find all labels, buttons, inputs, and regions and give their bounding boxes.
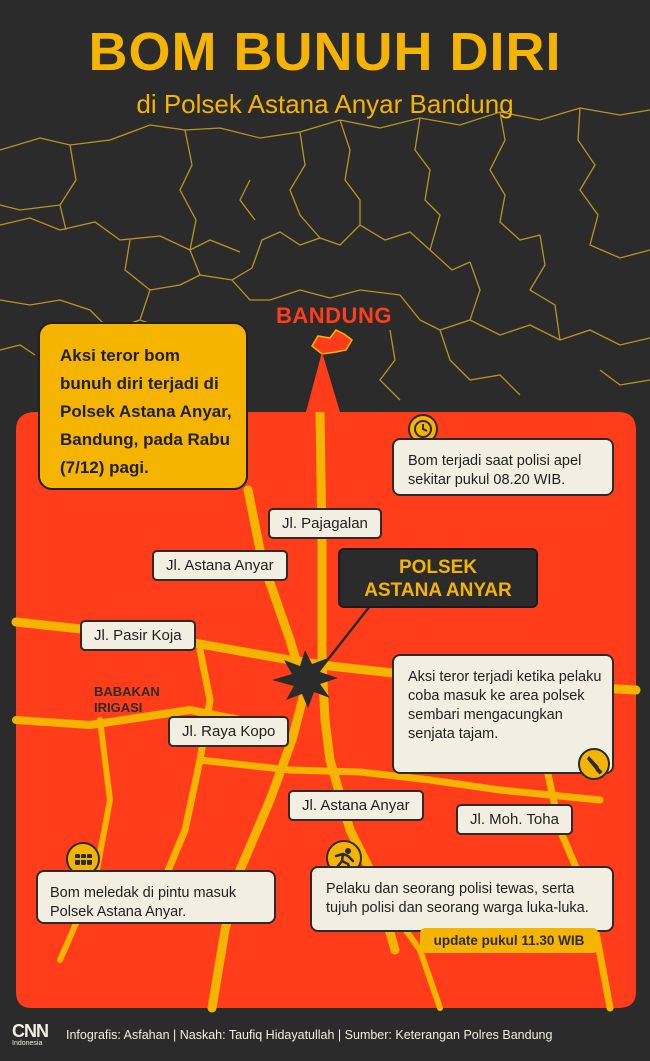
time-note-text: Bom terjadi saat polisi apel sekitar pukul 08.20 WIB. (408, 453, 582, 488)
logo-main-text: CNN (12, 1021, 48, 1041)
polsek-label-line2: ASTANA ANYAR (364, 580, 512, 601)
summary-text: Aksi teror bom bunuh diri terjadi di Polsek Astana Anyar, Bandung, pada Rabu (7/12) pagi. (60, 346, 232, 477)
explosion-note (36, 870, 276, 924)
page-title: BOM BUNUH DIRI (88, 22, 562, 82)
polsek-label-line1: POLSEK (398, 557, 478, 578)
street-label-raya-kopo: Jl. Raya Kopo (168, 716, 289, 747)
city-label: BANDUNG (276, 303, 392, 328)
page-subtitle: di Polsek Astana Anyar Bandung (136, 89, 514, 119)
casualties-note (310, 866, 614, 932)
polsek-label (338, 548, 538, 608)
map-pointer (306, 352, 340, 412)
street-label-astana-anyar-top: Jl. Astana Anyar (152, 550, 288, 581)
bandung-marker (312, 330, 352, 354)
district-label (94, 684, 160, 716)
cnn-logo (12, 1022, 48, 1048)
explosion-note-text: Bom meledak di pintu masuk Polsek Astana Anyar. (50, 885, 237, 920)
logo-sub-text: Indonesia (12, 1040, 43, 1047)
district-label-line1: BABAKAN (94, 684, 160, 699)
street-label-pajagalan: Jl. Pajagalan (268, 508, 382, 539)
district-label-line2: IRIGASI (94, 700, 143, 715)
knife-icon (578, 748, 610, 780)
summary-box (38, 322, 248, 490)
street-label-astana-anyar-bottom: Jl. Astana Anyar (288, 790, 424, 821)
time-note (392, 438, 614, 496)
casualties-note-text: Pelaku dan seorang polisi tewas, serta tujuh polisi dan seorang warga luka-luka. (326, 881, 589, 916)
street-label-moh-toha: Jl. Moh. Toha (456, 804, 573, 835)
update-badge: update pukul 11.30 WIB (420, 928, 598, 953)
attack-note-text: Aksi teror terjadi ketika pelaku coba masuk ke area polsek sembari mengacungkan senjata tajam. (408, 669, 602, 742)
street-label-pasir-koja: Jl. Pasir Koja (80, 620, 196, 651)
footer-credits: Infografis: Asfahan | Naskah: Taufiq Hidayatullah | Sumber: Keterangan Polres Bandung (66, 1028, 553, 1042)
